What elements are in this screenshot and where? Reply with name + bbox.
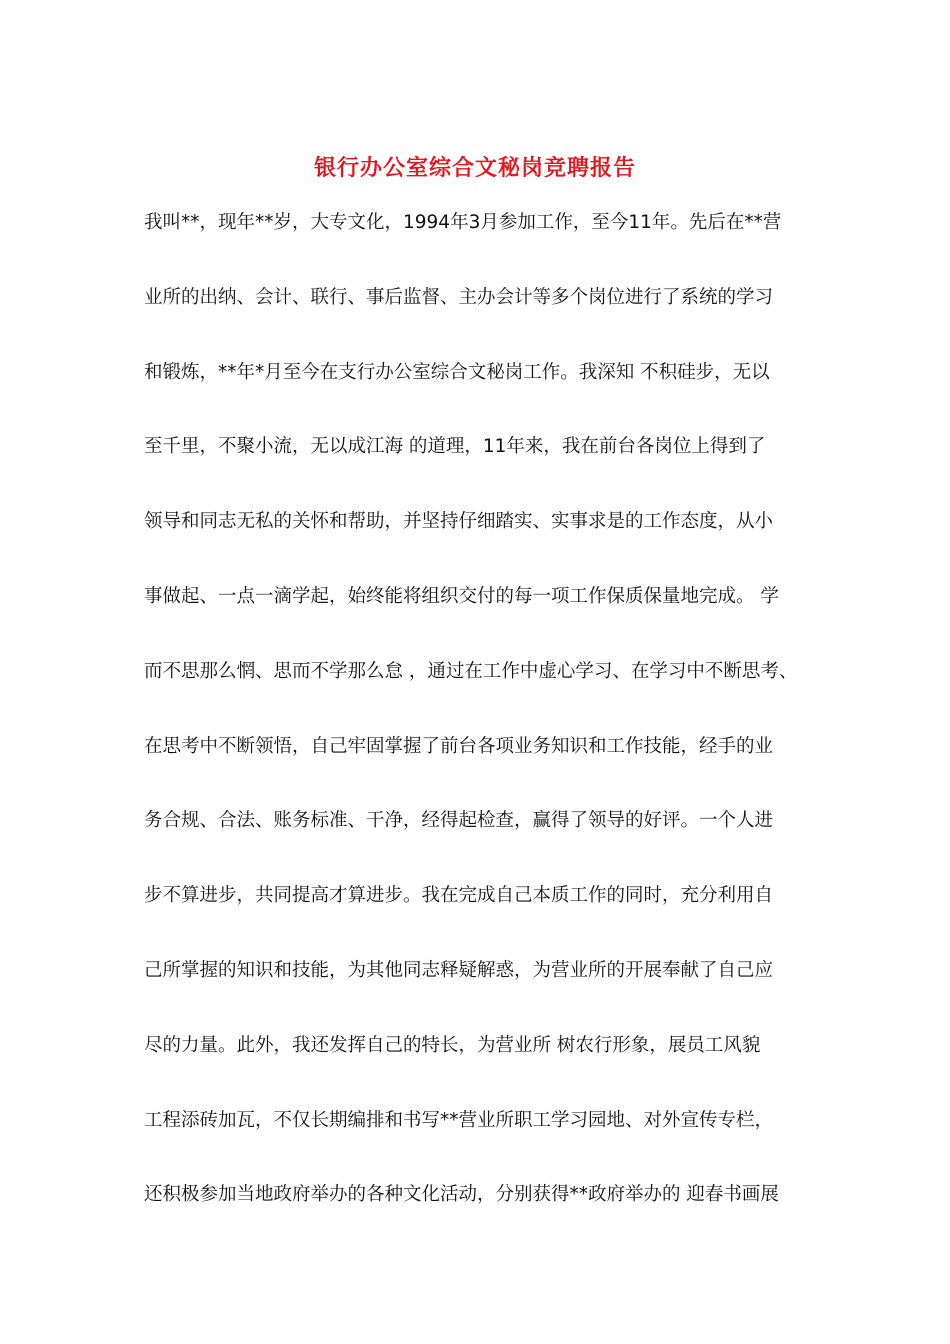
document-title: 银行办公室综合文秘岗竞聘报告 xyxy=(313,155,636,181)
body-line: 和锻炼，**年*月至今在支行办公室综合文秘岗工作。我深知 不积硅步，无以 xyxy=(144,361,770,383)
document-body xyxy=(144,207,824,1254)
body-line: 步不算进步，共同提高才算进步。我在完成自己本质工作的同时，充分利用自 xyxy=(144,885,774,907)
body-line: 在思考中不断领悟，自己牢固掌握了前台各项业务知识和工作技能，经手的业 xyxy=(144,735,774,757)
body-line: 我叫**，现年**岁，大专文化，1994年3月参加工作，至今11年。先后在**营 xyxy=(144,212,782,233)
body-line: 而不思那么惘、思而不学那么怠 ，通过在工作中虚心学习、在学习中不断思考、 xyxy=(144,660,798,682)
body-line: 己所掌握的知识和技能，为其他同志释疑解惑，为营业所的开展奉献了自己应 xyxy=(144,959,774,981)
body-line: 领导和同志无私的关怀和帮助，并坚持仔细踏实、实事求是的工作态度，从小 xyxy=(144,511,774,533)
body-line: 务合规、合法、账务标准、干净，经得起检查，赢得了领导的好评。一个人进 xyxy=(144,810,774,832)
body-line: 工程添砖加瓦，不仅长期编排和书写**营业所职工学习园地、对外宣传专栏， xyxy=(144,1109,774,1131)
body-line: 还积极参加当地政府举办的各种文化活动，分别获得**政府举办的 迎春书画展 xyxy=(144,1184,779,1206)
body-line: 至千里，不聚小流，无以成江海 的道理，11年来，我在前台各岗位上得到了 xyxy=(144,436,766,458)
body-line: 事做起、一点一滴学起，始终能将组织交付的每一项工作保质保量地完成。 学 xyxy=(144,585,779,607)
body-line: 业所的出纳、会计、联行、事后监督、主办会计等多个岗位进行了系统的学习 xyxy=(144,286,774,308)
body-line: 尽的力量。此外，我还发挥自己的特长，为营业所 树农行形象，展员工风貌 xyxy=(144,1034,761,1056)
